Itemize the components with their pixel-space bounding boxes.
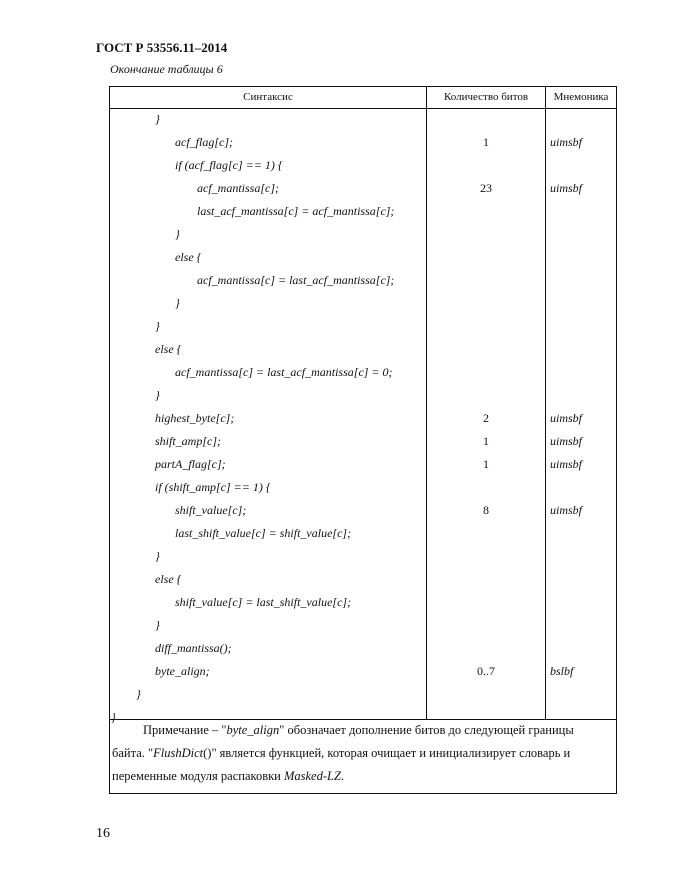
syntax-cell: if (acf_flag[c] == 1) {	[175, 158, 283, 172]
column-header-syntax: Синтаксис	[243, 91, 293, 103]
syntax-table	[109, 86, 617, 794]
table-row	[110, 661, 616, 684]
bits-cell: 2	[483, 411, 489, 425]
mnemonic-cell: uimsbf	[550, 181, 583, 195]
table-row	[110, 408, 616, 431]
bits-cell: 1	[483, 457, 489, 471]
column-header-bits: Количество битов	[443, 91, 529, 103]
syntax-cell: shift_value[c] = last_shift_value[c];	[175, 595, 352, 609]
syntax-cell: acf_flag[c];	[175, 135, 233, 149]
mnemonic-cell: bslbf	[550, 664, 574, 678]
bits-cell: 23	[480, 181, 492, 195]
mnemonic-cell: uimsbf	[550, 457, 583, 471]
syntax-cell: highest_byte[c];	[155, 411, 235, 425]
table-row	[110, 523, 616, 546]
note-term: Masked-LZ	[283, 769, 341, 783]
syntax-cell: last_acf_mantissa[c] = acf_mantissa[c];	[197, 204, 395, 218]
page-number: 16	[96, 826, 110, 841]
note-text: ()" является функцией, которая очищает и инициализирует словарь и переменные модуля распаковки	[112, 746, 571, 783]
mnemonic-cell: uimsbf	[550, 434, 583, 448]
syntax-cell: if (shift_amp[c] == 1) {	[155, 480, 271, 494]
mnemonic-cell: uimsbf	[550, 503, 583, 517]
table-row	[110, 592, 616, 615]
syntax-cell: }	[155, 319, 160, 333]
syntax-cell: else {	[175, 250, 202, 264]
syntax-cell: else {	[155, 342, 182, 356]
syntax-cell: last_shift_value[c] = shift_value[c];	[175, 526, 352, 540]
syntax-cell: shift_amp[c];	[155, 434, 221, 448]
syntax-cell: diff_mantissa();	[155, 641, 232, 655]
bits-cell: 8	[483, 503, 489, 517]
table-row	[110, 339, 616, 362]
note-term: byte_align	[226, 723, 280, 737]
table-row	[110, 477, 616, 500]
syntax-cell: byte_align;	[155, 664, 210, 678]
syntax-cell: }	[175, 296, 180, 310]
table-row	[110, 454, 616, 477]
document-code: ГОСТ Р 53556.11–2014	[96, 40, 228, 55]
note-text: Примечание – "	[143, 723, 227, 737]
table-row	[110, 293, 616, 316]
bits-cell: 1	[483, 135, 489, 149]
syntax-cell: }	[155, 618, 160, 632]
table-row	[110, 247, 616, 270]
syntax-cell: else {	[155, 572, 182, 586]
table-row	[110, 155, 616, 178]
syntax-cell: }	[155, 549, 160, 563]
table-note	[112, 719, 608, 788]
table-row	[110, 362, 616, 385]
table-row	[110, 385, 616, 408]
table-row	[110, 316, 616, 339]
table-row	[110, 132, 616, 155]
bits-cell: 1	[483, 434, 489, 448]
syntax-cell: }	[111, 710, 116, 724]
syntax-cell: }	[155, 112, 160, 126]
column-header-mnemonic: Мнемоника	[553, 91, 609, 103]
table-row	[110, 431, 616, 454]
note-text: " обозначает дополнение битов до следующей границы байта. "	[112, 723, 574, 760]
syntax-cell: partA_flag[c];	[155, 457, 226, 471]
table-row	[110, 615, 616, 638]
table-row	[110, 201, 616, 224]
table-row	[110, 684, 616, 707]
bits-cell: 0..7	[477, 664, 495, 678]
table-row	[110, 224, 616, 247]
syntax-cell: acf_mantissa[c] = last_acf_mantissa[c];	[197, 273, 395, 287]
syntax-cell: acf_mantissa[c] = last_acf_mantissa[c] = 0;	[175, 365, 393, 379]
mnemonic-cell: uimsbf	[550, 411, 583, 425]
table-row	[110, 109, 616, 132]
note-term: FlushDict	[153, 746, 204, 760]
table-caption: Окончание таблицы 6	[110, 62, 223, 76]
table-row	[110, 270, 616, 293]
syntax-cell: }	[175, 227, 180, 241]
syntax-cell: acf_mantissa[c];	[197, 181, 279, 195]
table-row	[110, 500, 616, 523]
syntax-cell: }	[155, 388, 160, 402]
syntax-cell: shift_value[c];	[175, 503, 247, 517]
syntax-cell: }	[136, 687, 141, 701]
table-row	[110, 178, 616, 201]
note-text: .	[340, 769, 345, 783]
table-row	[110, 546, 616, 569]
mnemonic-cell: uimsbf	[550, 135, 583, 149]
table-row	[110, 638, 616, 661]
table-row	[110, 569, 616, 592]
